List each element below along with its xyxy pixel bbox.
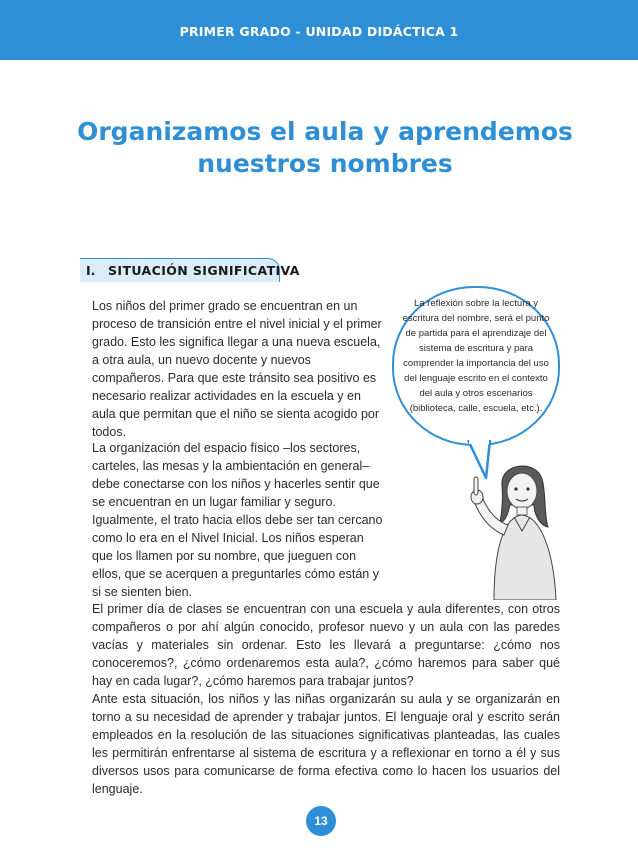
teacher-pointing-icon xyxy=(450,455,570,600)
page-number: 13 xyxy=(306,806,336,836)
paragraph-2: La organización del espacio físico –los sectores, carteles, las mesas y la ambientación en general– debe conectarse con los niños y hacerles sentir que se encuentran en un lugar familiar y seguro. Igualmente, el trato hacia ellos debe ser tan cercano como lo era en el Nivel Inicial. Los niños esperan que los llamen por su nombre, que jueguen con ellos, que se acerquen a preguntarles cómo están y si se sienten bien. xyxy=(92,441,383,599)
page-title-line-1: Organizamos el aula y aprendemos xyxy=(77,117,573,146)
paragraph-1: Los niños del primer grado se encuentran en un proceso de transición entre el nivel inicial y el primer grado. Esto les significa llegar a una nueva escuela, a otra aula, un nuevo docente y nuevos compañeros. Para que este tránsito sea positivo es necesario realizar actividades en la escuela y en aula que permitan que el niño se sienta acogido por todos. xyxy=(92,299,382,439)
paragraph-4: Ante esta situación, los niños y las niñas organizarán su aula y se organizarán en torno a su necesidad de aprender y trabajar juntos. El lenguaje oral y escrito serán empleados en la resolución de las situaciones significativas planteadas, las cuales les permitirán enfrentarse al sistema de escritura y a reflexionar en torno a él y sus diversos usos para comunicarse de forma efectiva como lo hacen los usuarios del lenguaje. xyxy=(92,692,560,796)
paragraph-3: El primer día de clases se encuentran con una escuela y aula diferentes, con otros compañeros o por ahí algún conocido, profesor nuevo y un aula con las paredes vacías y materiales sin ordenar. Esto les llevará a preguntarse: ¿cómo nos conoceremos?, ¿cómo ordenaremos esta aula?, ¿cómo haremos para saber qué hay en cada lugar?, ¿cómo haremos para trabajar juntos? xyxy=(92,602,560,688)
speech-bubble-text: La reflexión sobre la lectura y escritura del nombre, será el punto de partida para el aprendizaje del sistema de escritura y para comprender la importancia del uso del lenguaje escrito en el contexto del aula y otros escenarios (biblioteca, calle, escuela, etc.). xyxy=(402,298,550,414)
section-heading: SITUACIÓN SIGNIFICATIVA xyxy=(108,263,300,278)
page-title-line-2: nuestros nombres xyxy=(197,149,453,178)
running-header: PRIMER GRADO - UNIDAD DIDÁCTICA 1 xyxy=(179,24,459,39)
section-number: I. xyxy=(86,263,96,278)
page-title xyxy=(60,116,590,180)
